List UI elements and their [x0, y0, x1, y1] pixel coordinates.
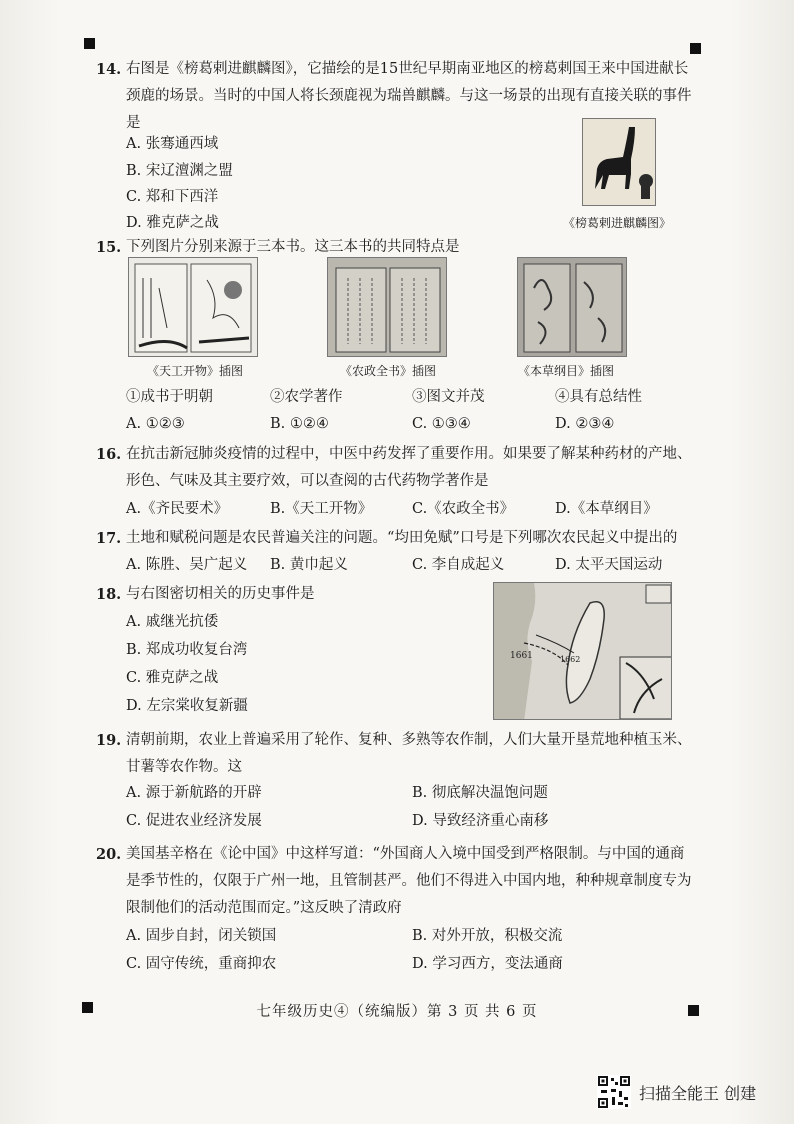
q15-statement-4: ④具有总结性	[555, 389, 642, 405]
question-number: 17.	[96, 530, 122, 547]
nongzheng-quanshu-illustration	[327, 257, 447, 357]
tiangong-kaiwu-illustration	[128, 257, 258, 357]
q15-option-c[interactable]: C. ①③④	[412, 416, 471, 432]
q20-option-a[interactable]: A. 固步自封，闭关锁国	[126, 928, 277, 944]
giraffe-painting-caption: 《榜葛剌进麒麟图》	[563, 216, 672, 230]
taiwan-map-image	[493, 582, 672, 720]
question-number: 20.	[96, 846, 122, 863]
question-number: 14.	[96, 61, 122, 78]
question-16	[96, 441, 696, 495]
q20-option-b[interactable]: B. 对外开放，积极交流	[412, 928, 563, 944]
question-number: 18.	[96, 586, 122, 603]
question-20	[96, 841, 696, 922]
q18-option-a[interactable]: A. 戚继光抗倭	[126, 614, 219, 630]
q14-option-c[interactable]: C. 郑和下西洋	[126, 189, 219, 205]
q14-option-d[interactable]: D. 雅克萨之战	[126, 215, 219, 231]
question-number: 19.	[96, 732, 122, 749]
giraffe-painting-image	[582, 118, 656, 206]
registration-mark-top-right	[690, 43, 701, 54]
bencao-gangmu-illustration	[517, 257, 627, 357]
q15-statement-2: ②农学著作	[270, 389, 343, 405]
book-illustration-2	[328, 258, 447, 357]
q15-statement-1: ①成书于明朝	[126, 389, 213, 405]
q16-option-d[interactable]: D.《本草纲目》	[555, 501, 658, 517]
q19-option-c[interactable]: C. 促进农业经济发展	[126, 813, 262, 829]
question-number: 16.	[96, 446, 122, 463]
question-stem: 清朝前期，农业上普遍采用了轮作、复种、多熟等农作制，人们大量开垦荒地种植玉米、甘薯等农作物。这	[126, 732, 692, 775]
q18-option-d[interactable]: D. 左宗棠收复新疆	[126, 698, 248, 714]
question-stem: 美国基辛格在《论中国》中这样写道：“外国商人入境中国受到严格限制。与中国的通商是季节性的，仅限于广州一地，且管制甚严。他们不得进入中国内地，种种规章制度专为限制他们的活动范围而定。”这反映了清政府	[126, 846, 692, 916]
page-footer: 七年级历史④（统编版）第 3 页 共 6 页	[256, 1004, 538, 1020]
q17-option-b[interactable]: B. 黄巾起义	[270, 557, 348, 573]
q20-option-c[interactable]: C. 固守传统，重商抑农	[126, 956, 277, 972]
q16-option-b[interactable]: B.《天工开物》	[270, 501, 373, 517]
question-stem: 下列图片分别来源于三本书。这三本书的共同特点是	[126, 239, 460, 255]
q19-option-b[interactable]: B. 彻底解决温饱问题	[412, 785, 548, 801]
q19-option-a[interactable]: A. 源于新航路的开辟	[126, 785, 262, 801]
tiangong-kaiwu-caption: 《天工开物》插图	[147, 364, 244, 378]
question-stem: 右图是《榜葛剌进麒麟图》，它描绘的是15世纪早期南亚地区的榜葛剌国王来中国进献长颈鹿的场景。当时的中国人将长颈鹿视为瑞兽麒麟。与这一场景的出现有直接关联的事件是	[126, 61, 692, 131]
question-stem: 在抗击新冠肺炎疫情的过程中，中医中药发挥了重要作用。如果要了解某种药材的产地、形色、气味及其主要疗效，可以查阅的古代药物学著作是	[126, 446, 692, 489]
q14-option-b[interactable]: B. 宋辽澶渊之盟	[126, 163, 233, 179]
q17-option-a[interactable]: A. 陈胜、吴广起义	[126, 557, 248, 573]
q15-option-b[interactable]: B. ①②④	[270, 416, 329, 432]
question-stem: 土地和赋税问题是农民普遍关注的问题。“均田免赋”口号是下列哪次农民起义中提出的	[126, 530, 678, 546]
qr-code-icon	[597, 1075, 631, 1109]
q15-option-d[interactable]: D. ②③④	[555, 416, 615, 432]
q18-option-c[interactable]: C. 雅克萨之战	[126, 670, 219, 686]
q20-option-d[interactable]: D. 学习西方，变法通商	[412, 956, 563, 972]
q17-option-d[interactable]: D. 太平天国运动	[555, 557, 663, 573]
book-illustration-3	[518, 258, 627, 357]
map-label-year: 1661	[510, 651, 533, 661]
q18-option-b[interactable]: B. 郑成功收复台湾	[126, 642, 248, 658]
q19-option-d[interactable]: D. 导致经济重心南移	[412, 813, 549, 829]
q16-option-c[interactable]: C.《农政全书》	[412, 501, 515, 517]
scanner-watermark-text: 扫描全能王 创建	[639, 1083, 757, 1103]
book-illustration-1	[129, 258, 258, 357]
bencao-gangmu-caption: 《本草纲目》插图	[518, 364, 615, 378]
scanner-watermark	[597, 1075, 756, 1109]
q17-option-c[interactable]: C. 李自成起义	[412, 557, 505, 573]
q16-option-a[interactable]: A.《齐民要术》	[126, 501, 229, 517]
map-label-year-2: 1662	[560, 655, 581, 664]
question-19	[96, 727, 696, 781]
giraffe-drawing	[583, 119, 656, 206]
q15-statement-3: ③图文并茂	[412, 389, 485, 405]
nongzheng-quanshu-caption: 《农政全书》插图	[340, 364, 437, 378]
registration-mark-top-left	[84, 38, 95, 49]
question-17	[96, 525, 696, 552]
q14-option-a[interactable]: A. 张骞通西域	[126, 136, 219, 152]
q15-option-a[interactable]: A. ①②③	[126, 416, 185, 432]
question-number: 15.	[96, 239, 122, 256]
question-stem: 与右图密切相关的历史事件是	[126, 586, 315, 602]
